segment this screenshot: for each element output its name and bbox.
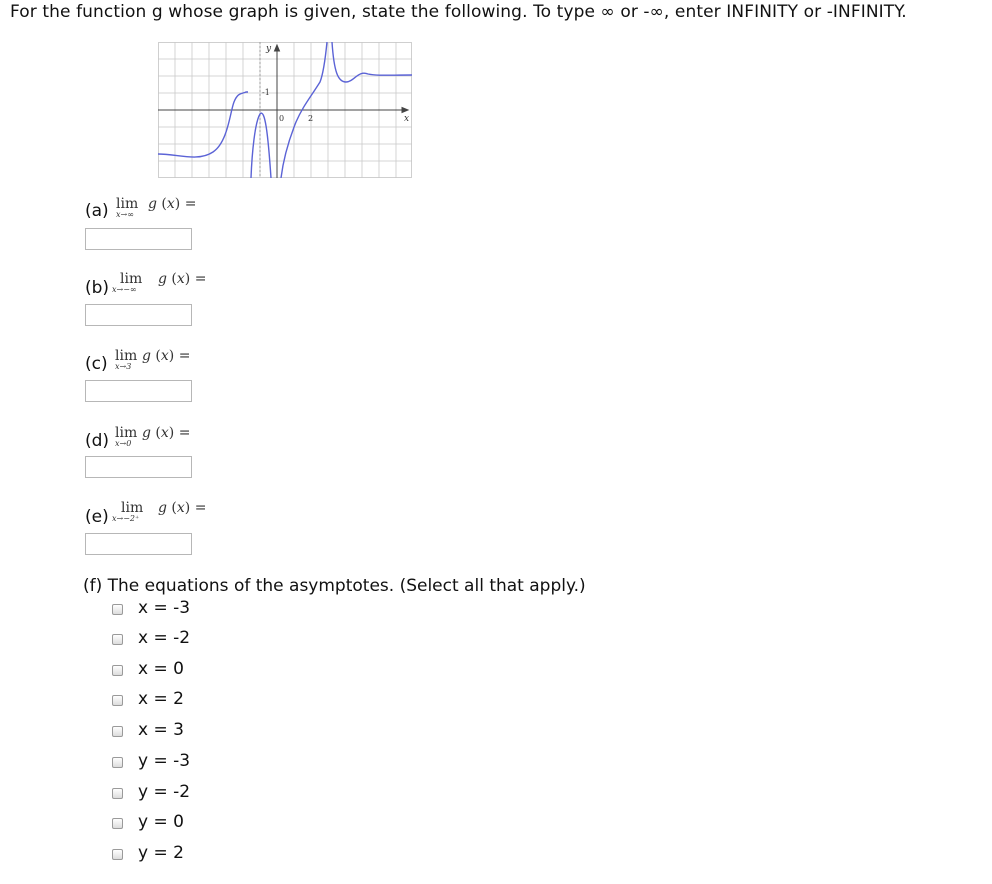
lim-subscript: x→−2⁺ <box>112 514 140 523</box>
question-d-label: (d) <box>85 431 110 451</box>
question-a-limit <box>116 196 206 222</box>
option-label: y = 0 <box>138 812 184 832</box>
y-axis-label: y <box>266 44 272 54</box>
lim-expression: g (x) = <box>158 500 207 516</box>
question-e-label: (e) <box>85 507 109 527</box>
checkbox[interactable] <box>112 818 123 829</box>
option-label: x = 3 <box>138 720 184 740</box>
checkbox[interactable] <box>112 695 123 706</box>
answer-input-b[interactable] <box>85 304 192 326</box>
lim-subscript: x→3 <box>115 362 132 371</box>
lim-word: lim <box>115 348 138 364</box>
x-axis-label: x <box>404 114 410 124</box>
question-a-label: (a) <box>85 201 109 221</box>
answer-input-d[interactable] <box>85 456 192 478</box>
option-label: x = 0 <box>138 659 184 679</box>
lim-subscript: x→0 <box>115 439 132 448</box>
checkbox[interactable] <box>112 757 123 768</box>
answer-input-c[interactable] <box>85 380 192 402</box>
lim-expression: g (x) = <box>142 348 191 364</box>
checkbox[interactable] <box>112 634 123 645</box>
lim-word: lim <box>115 425 138 441</box>
lim-subscript: x→−∞ <box>112 285 137 294</box>
function-graph <box>158 42 412 178</box>
checkbox[interactable] <box>112 604 123 615</box>
tick-label-2: 2 <box>308 114 314 123</box>
lim-word: lim <box>120 271 143 287</box>
answer-input-e[interactable] <box>85 533 192 555</box>
option-label: x = 2 <box>138 689 184 709</box>
lim-subscript: x→∞ <box>116 210 134 219</box>
question-c-label: (c) <box>85 354 108 374</box>
option-label: x = -2 <box>138 628 191 648</box>
question-b-limit <box>112 271 212 297</box>
checkbox[interactable] <box>112 726 123 737</box>
answer-input-a[interactable] <box>85 228 192 250</box>
tick-label-neg1: -1 <box>262 88 270 97</box>
checkbox[interactable] <box>112 665 123 676</box>
question-c-limit <box>115 348 205 374</box>
question-e-limit <box>112 500 212 528</box>
question-d-limit <box>115 425 205 451</box>
checkbox[interactable] <box>112 849 123 860</box>
asymptotes-question: (f) The equations of the asymptotes. (Select all that apply.) <box>83 576 586 596</box>
lim-word: lim <box>116 196 139 212</box>
question-b-label: (b) <box>85 278 110 298</box>
lim-word: lim <box>121 500 144 516</box>
option-label: y = 2 <box>138 843 184 863</box>
option-label: y = -2 <box>138 782 191 802</box>
instructions-text: For the function g whose graph is given, state the following. To type ∞ or -∞, enter INFINITY or -INFINITY. <box>10 2 907 22</box>
option-label: y = -3 <box>138 751 191 771</box>
checkbox[interactable] <box>112 788 123 799</box>
lim-expression: g (x) = <box>142 425 191 441</box>
tick-label-0: 0 <box>279 114 285 123</box>
lim-expression: g (x) = <box>148 196 197 212</box>
lim-expression: g (x) = <box>158 271 207 287</box>
option-label: x = -3 <box>138 598 191 618</box>
